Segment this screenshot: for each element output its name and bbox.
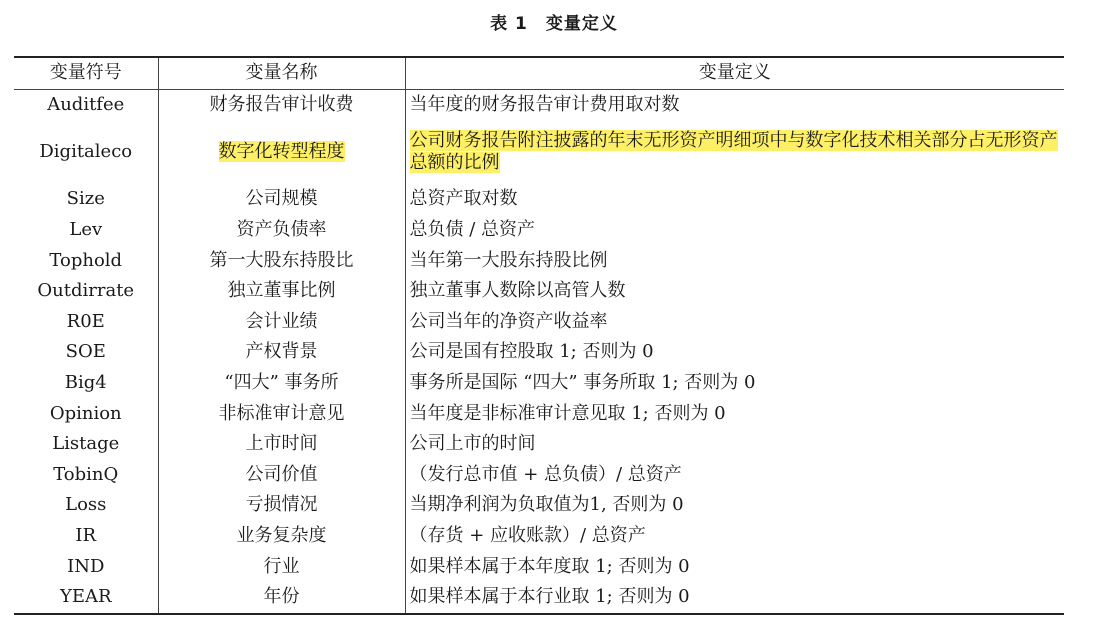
- table-header: [14, 57, 1064, 89]
- variable-definition: 公司是国有控股取 1; 否则为 0: [405, 337, 1064, 368]
- table-row: [14, 398, 1064, 429]
- variable-definition: 总资产取对数: [405, 184, 1064, 215]
- variable-symbol: Lev: [14, 215, 158, 246]
- variable-definition: 如果样本属于本行业取 1; 否则为 0: [405, 582, 1064, 614]
- table-row: [14, 337, 1064, 368]
- variable-name: 会计业绩: [158, 307, 405, 338]
- variable-name: “四大” 事务所: [158, 368, 405, 399]
- variable-definition: 当期净利润为负取值为1, 否则为 0: [405, 490, 1064, 521]
- table-row: [14, 215, 1064, 246]
- header-row: [14, 57, 1064, 89]
- table-body: [14, 89, 1064, 613]
- header-variable-name: 变量名称: [158, 57, 405, 89]
- variable-symbol: R0E: [14, 307, 158, 338]
- variable-definition-table: [14, 56, 1064, 615]
- variable-definition: 当年第一大股东持股比例: [405, 245, 1064, 276]
- variable-name: 公司规模: [158, 184, 405, 215]
- variable-symbol: Opinion: [14, 398, 158, 429]
- variable-symbol: TobinQ: [14, 460, 158, 491]
- table-row: [14, 551, 1064, 582]
- variable-symbol: IND: [14, 551, 158, 582]
- variable-symbol: IR: [14, 521, 158, 552]
- variable-symbol: Size: [14, 184, 158, 215]
- variable-symbol: Big4: [14, 368, 158, 399]
- variable-name: 业务复杂度: [158, 521, 405, 552]
- variable-symbol: SOE: [14, 337, 158, 368]
- highlighted-variable-name: 数字化转型程度: [218, 141, 345, 163]
- variable-symbol: Loss: [14, 490, 158, 521]
- variable-name: 非标准审计意见: [158, 398, 405, 429]
- variable-name: 资产负债率: [158, 215, 405, 246]
- variable-name: 行业: [158, 551, 405, 582]
- variable-name: 公司价值: [158, 460, 405, 491]
- variable-name: 独立董事比例: [158, 276, 405, 307]
- variable-definition: 独立董事人数除以高管人数: [405, 276, 1064, 307]
- variable-name: 第一大股东持股比: [158, 245, 405, 276]
- variable-symbol: Outdirrate: [14, 276, 158, 307]
- variable-name: 财务报告审计收费: [158, 89, 405, 120]
- table-row: [14, 245, 1064, 276]
- table-row: [14, 490, 1064, 521]
- variable-symbol: YEAR: [14, 582, 158, 614]
- variable-name-cell: [158, 120, 405, 184]
- table-row: [14, 276, 1064, 307]
- variable-definition: 总负债 / 总资产: [405, 215, 1064, 246]
- variable-name: 亏损情况: [158, 490, 405, 521]
- variable-definition: 当年度的财务报告审计费用取对数: [405, 89, 1064, 120]
- table-row: [14, 368, 1064, 399]
- highlighted-variable-definition: 公司财务报告附注披露的年末无形资产明细项中与数字化技术相关部分占无形资产总额的比例: [409, 130, 1058, 174]
- table-row: [14, 429, 1064, 460]
- variable-symbol: Digitaleco: [14, 120, 158, 184]
- table-row: [14, 521, 1064, 552]
- variable-definition: 如果样本属于本年度取 1; 否则为 0: [405, 551, 1064, 582]
- variable-symbol: Listage: [14, 429, 158, 460]
- variable-definition-cell: [405, 120, 1064, 184]
- table-row: [14, 460, 1064, 491]
- variable-definition: 公司上市的时间: [405, 429, 1064, 460]
- table-row: [14, 184, 1064, 215]
- variable-symbol: Tophold: [14, 245, 158, 276]
- variable-definition: 公司当年的净资产收益率: [405, 307, 1064, 338]
- variable-definition: 事务所是国际 “四大” 事务所取 1; 否则为 0: [405, 368, 1064, 399]
- variable-definition: （存货 + 应收账款）/ 总资产: [405, 521, 1064, 552]
- variable-symbol: Auditfee: [14, 89, 158, 120]
- table-title: 变量定义: [545, 14, 618, 34]
- table-caption: [0, 12, 1108, 36]
- header-variable-definition: 变量定义: [405, 57, 1064, 89]
- table-number: 表 1: [490, 14, 528, 34]
- variable-name: 产权背景: [158, 337, 405, 368]
- table-row: [14, 89, 1064, 120]
- header-variable-symbol: 变量符号: [14, 57, 158, 89]
- variable-name: 上市时间: [158, 429, 405, 460]
- variable-definition: （发行总市值 + 总负债）/ 总资产: [405, 460, 1064, 491]
- table-row: [14, 582, 1064, 614]
- variable-name: 年份: [158, 582, 405, 614]
- table-row-highlighted: [14, 120, 1064, 184]
- variable-definition: 当年度是非标准审计意见取 1; 否则为 0: [405, 398, 1064, 429]
- table-row: [14, 307, 1064, 338]
